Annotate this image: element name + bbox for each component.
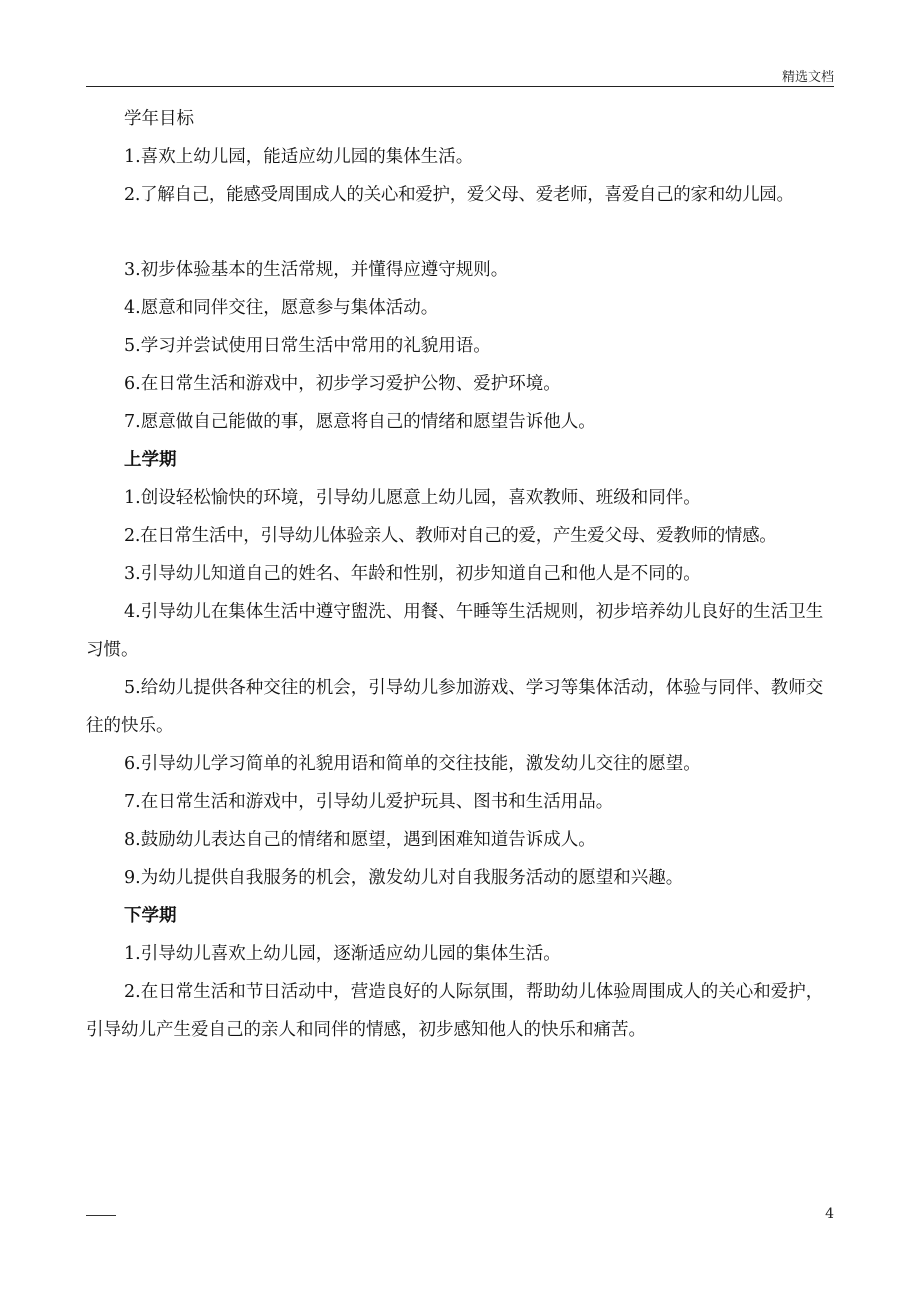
document-body xyxy=(86,100,838,1049)
section-heading-semester1: 上学期 xyxy=(124,450,177,470)
intro-item-6: 6.在日常生活和游戏中，初步学习爱护公物、爱护环境。 xyxy=(124,374,561,394)
section-title-intro: 学年目标 xyxy=(124,109,194,129)
semester1-item-9: 9.为幼儿提供自我服务的机会，激发幼儿对自我服务活动的愿望和兴趣。 xyxy=(124,868,684,888)
semester2-item-1: 1.引导幼儿喜欢上幼儿园，逐渐适应幼儿园的集体生活。 xyxy=(124,944,561,964)
semester1-item-5: 5.给幼儿提供各种交往的机会，引导幼儿参加游戏、学习等集体活动，体验与同伴、教师交往的快乐。 xyxy=(86,678,824,736)
semester1-item-4: 4.引导幼儿在集体生活中遵守盥洗、用餐、午睡等生活规则，初步培养幼儿良好的生活卫生习惯。 xyxy=(86,602,824,660)
section-heading-semester2: 下学期 xyxy=(124,906,177,926)
intro-item-3: 3.初步体验基本的生活常规，并懂得应遵守规则。 xyxy=(124,260,509,280)
intro-item-2: 2.了解自己，能感受周围成人的关心和爱护，爱父母、爱老师，喜爱自己的家和幼儿园。 xyxy=(124,185,794,205)
semester1-item-2: 2.在日常生活中，引导幼儿体验亲人、教师对自己的爱，产生爱父母、爱教师的情感。 xyxy=(124,526,777,546)
semester2-item-2: 2.在日常生活和节日活动中，营造良好的人际氛围，帮助幼儿体验周围成人的关心和爱护，引导幼儿产生爱自己的亲人和同伴的情感，初步感知他人的快乐和痛苦。 xyxy=(86,982,824,1040)
semester1-item-7: 7.在日常生活和游戏中，引导幼儿爱护玩具、图书和生活用品。 xyxy=(124,792,614,812)
footer-divider xyxy=(86,1215,116,1216)
intro-item-7: 7.愿意做自己能做的事，愿意将自己的情绪和愿望告诉他人。 xyxy=(124,412,596,432)
semester1-item-6: 6.引导幼儿学习简单的礼貌用语和简单的交往技能，激发幼儿交往的愿望。 xyxy=(124,754,701,774)
intro-item-5: 5.学习并尝试使用日常生活中常用的礼貌用语。 xyxy=(124,336,491,356)
paragraph-gap xyxy=(86,214,838,251)
semester1-item-3: 3.引导幼儿知道自己的姓名、年龄和性别，初步知道自己和他人是不同的。 xyxy=(124,564,701,584)
semester1-item-1: 1.创设轻松愉快的环境，引导幼儿愿意上幼儿园，喜欢教师、班级和同伴。 xyxy=(124,488,701,508)
semester1-item-8: 8.鼓励幼儿表达自己的情绪和愿望，遇到困难知道告诉成人。 xyxy=(124,830,596,850)
header-label: 精选文档 xyxy=(781,70,834,85)
intro-item-1: 1.喜欢上幼儿园，能适应幼儿园的集体生活。 xyxy=(124,147,474,167)
page-number: 4 xyxy=(825,1206,834,1222)
header-divider xyxy=(86,86,834,87)
intro-item-4: 4.愿意和同伴交往，愿意参与集体活动。 xyxy=(124,298,439,318)
